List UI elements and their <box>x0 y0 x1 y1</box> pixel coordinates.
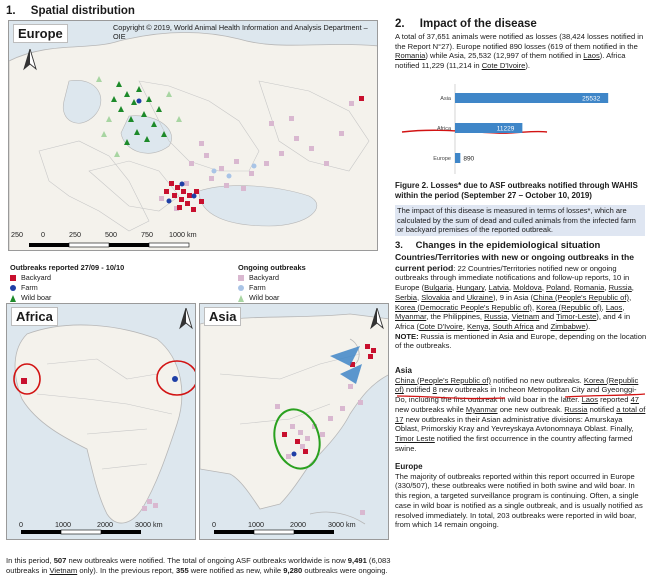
africa-map-label: Africa <box>11 307 58 326</box>
legend-new-outbreaks <box>10 263 124 303</box>
legend-item: Farm <box>10 283 124 293</box>
section3-title: Changes in the epidemiological situation <box>415 240 601 251</box>
section2-number: 2. <box>395 18 405 30</box>
section2-title: Impact of the disease <box>419 18 537 30</box>
legend-new-title: Outbreaks reported 27/09 - 10/10 <box>10 263 125 272</box>
legend-item: Farm <box>238 283 306 293</box>
asia-map-label: Asia <box>204 307 241 326</box>
category-label: Asia <box>440 96 451 102</box>
section3-number: 3. <box>395 240 403 251</box>
circle-icon <box>10 285 16 291</box>
europe-heading: Europe <box>395 462 423 471</box>
legend-ongoing-outbreaks <box>238 263 306 303</box>
africa-scale-labels: 0 1000 2000 3000 km <box>19 520 163 529</box>
triangle-icon <box>10 295 16 302</box>
asia-map <box>199 303 389 540</box>
circle-icon <box>238 285 244 291</box>
copyright-notice: Copyright © 2019, World Animal Health Information and Analysis Department – OIE <box>113 23 368 41</box>
north-arrow-icon <box>179 308 193 330</box>
north-arrow-icon <box>370 308 384 330</box>
africa-map <box>6 303 196 540</box>
asia-scale-labels: 0 1000 2000 3000 km <box>212 520 356 529</box>
section3-summary: Countries/Territories with new or ongoing outbreaks in the current period: 22 Countries/Territories notified new or ongoing outbreaks through immediate notifications and follow-up reports, 10 in Europe (Bulgaria, Hungary, Latvia, Moldova, Poland, Romania, Russia, Serbia, Slovakia and Ukraine), 9 in Asia (China (People's Republic of), Korea (Democratic People's Republic of), Korea (Republic of), Laos, Myanmar, the Philippines, Russia, Vietnam and Timor-Leste), and 4 in Africa (Cote D'Ivoire, Kenya, South Africa and Zimbabwe). NOTE: Russia is mentioned in Asia and Europe, depending on the location of the outbreaks. <box>395 252 647 351</box>
legend-ongoing-title: Ongoing outbreaks <box>238 263 306 272</box>
square-icon <box>238 275 244 281</box>
losses-bar-chart <box>397 80 644 178</box>
section1-number: 1. <box>6 5 16 17</box>
figure-note: The impact of this disease is measured in terms of losses*, which are calculated by the sum of dead and culled animals from the infected farm or backyard premises of the reported outbreak. <box>395 205 645 236</box>
europe-scale-labels: 250 0 250 500 750 1000 km <box>11 230 197 239</box>
section2-heading <box>395 18 537 30</box>
section1-title: Spatial distribution <box>30 5 135 17</box>
africa-map-graphic <box>7 304 196 540</box>
asia-heading: Asia <box>395 366 412 375</box>
asia-map-graphic <box>200 304 389 540</box>
north-arrow-icon <box>23 49 37 71</box>
value-label: 11229 <box>496 125 515 133</box>
legend-item: Wild boar <box>238 293 306 303</box>
bottom-summary: In this period, 507 new outbreaks were notified. The total of ongoing ASF outbreaks worldwide is now 9,491 (6,083 outbreaks in Vietnam only). In the previous report, 355 were notified as new, while 9,280 outbreaks were ongoing. <box>6 556 391 575</box>
asia-section: Asia China (People's Republic of) notified no new outbreaks. Korea (Republic of) notified 8 new outbreaks in Incheon Metropolitan City and Gyeonggi-Do, including the first outbreak in wild boar in the latter. Laos reported 47 new outbreaks while Myanmar one new outbreak. Russia notified a total of 17 new outbreaks in their Asian administrative divisions: Amurskaya Oblast, Primorskiy Kray and Yevreyskaya Avtonomnaya Oblast. Finally, Timor Leste notified the first occurrence in the country affecting farmed swine. <box>395 366 646 453</box>
section3-heading <box>395 240 600 251</box>
legend-item: Wild boar <box>10 293 124 303</box>
europe-map-graphic <box>9 21 378 251</box>
losses-bar-chart-svg <box>397 80 644 178</box>
value-label: 890 <box>463 155 475 163</box>
legend-item: Backyard <box>10 273 124 283</box>
europe-section: Europe The majority of outbreaks reported within this report occurred in Europe (330/507), these outbreaks were notified in both swine and wild boar. In this region, a targeted surveillance program is continuing. Often, a single case in wild boar is notified as a single outbreak, and is usually notified as resolved immediately. In total, 203 outbreaks were reported in wild boar, from which 14 remain ongoing. <box>395 462 647 530</box>
handwritten-annotation <box>395 370 650 430</box>
legend-item: Backyard <box>238 273 306 283</box>
bar-europe <box>455 153 460 163</box>
category-label: Europe <box>433 156 451 162</box>
value-label: 25532 <box>582 95 601 103</box>
europe-map <box>8 20 378 251</box>
europe-map-label: Europe <box>13 24 68 43</box>
section1-heading <box>6 5 135 17</box>
category-label: Africa <box>436 126 451 132</box>
section2-paragraph: A total of 37,651 animals were notified as losses (38,424 losses notified in the Report N°27). Europe notified 890 losses (619 of them notified in the Romania) while Asia, 25,532 (12,997 of them notified in Laos). Africa notified 11,229 (11,214 in Cote D'Ivoire). <box>395 32 644 71</box>
square-icon <box>10 275 16 281</box>
figure-caption: Figure 2. Losses* due to ASF outbreaks notified through WAHIS within the period (September 27 – October 10, 2019) <box>395 181 638 200</box>
triangle-icon <box>238 295 244 302</box>
